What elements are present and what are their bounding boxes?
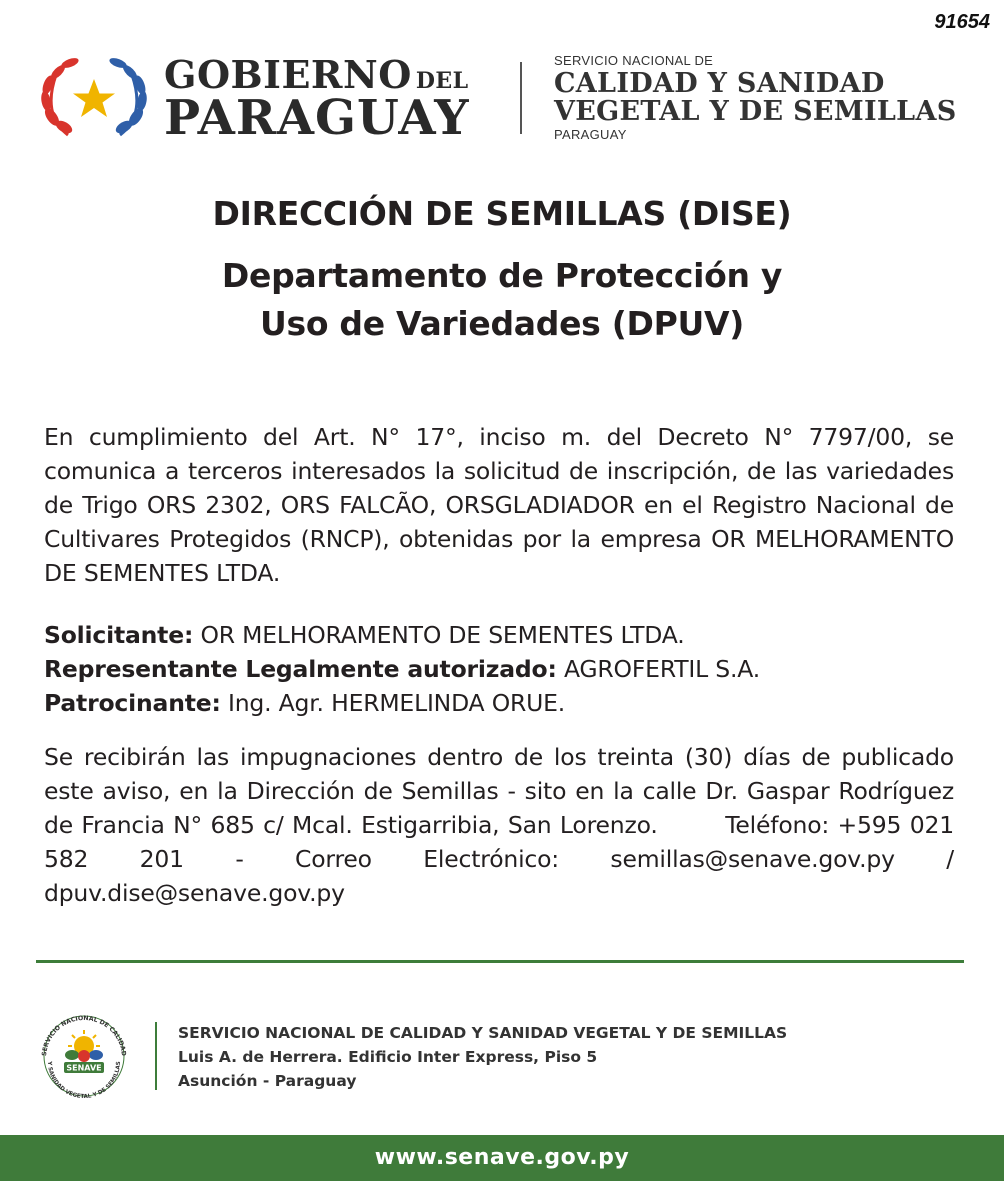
seal-name: SENAVE: [66, 1063, 102, 1073]
footer-divider: [155, 1022, 157, 1090]
senave-big-1: CALIDAD Y SANIDAD: [554, 68, 885, 99]
senave-small-bottom: PARAGUAY: [554, 127, 627, 142]
role-value: Ing. Agr. HERMELINDA ORUE.: [220, 689, 566, 717]
website-bar: [0, 1135, 1004, 1181]
role-value: AGROFERTIL S.A.: [556, 655, 761, 683]
senave-seal-icon: [34, 1010, 134, 1098]
role-value: OR MELHORAMENTO DE SEMENTES LTDA.: [193, 621, 685, 649]
notice-paragraph: En cumplimiento del Art. N° 17°, inciso m. del Decreto N° 7797/00, se comunica a terceros interesados la solicitud de inscripción, de las variedades de Trigo ORS 2302, ORS FALCÃO, ORSGLADIADOR en el Registro Nacional de Cultivares Protegidos (RNCP), obtenidas por la empresa OR MELHORAMENTO DE SEMENTES LTDA.: [44, 423, 954, 587]
footer-address: Luis A. de Herrera. Edificio Inter Express, Piso 5: [178, 1048, 598, 1066]
footer-city: Asunción - Paraguay: [178, 1072, 357, 1090]
footer-org-name: SERVICIO NACIONAL DE CALIDAD Y SANIDAD VEGETAL Y DE SEMILLAS: [178, 1024, 788, 1042]
ad-number: 91654: [934, 11, 990, 33]
role-representative: [44, 652, 954, 686]
subtitle-line-2: Uso de Variedades (DPUV): [260, 304, 744, 343]
paraguay-emblem-icon: [38, 55, 150, 141]
gov-line2: PARAGUAY: [164, 90, 470, 146]
gov-line1: GOBIERNO: [164, 52, 412, 97]
seal-arc-bottom: Y SANIDAD VEGETAL Y DE SEMILLAS: [45, 1061, 123, 1098]
role-label: Representante Legalmente autorizado:: [44, 655, 557, 683]
roles-list: [44, 618, 954, 720]
objections-paragraph: Se recibirán las impugnaciones dentro de los treinta (30) días de publicado este aviso, en la Dirección de Semillas - sito en la calle Dr. Gaspar Rodríguez de Francia N° 685 c/ Mcal. Estigarribia, San Lorenzo. Teléfono: +595 021 582 201 - Correo Electrónico: semillas@senave.gov.py / dpuv.dise@senave.gov.py: [44, 743, 962, 907]
header: [36, 52, 976, 146]
website-link[interactable]: www.senave.gov.py: [374, 1145, 630, 1170]
gov-line1-del: DEL: [415, 68, 469, 94]
government-wordmark: [164, 52, 470, 146]
senave-small-top: SERVICIO NACIONAL DE: [554, 53, 714, 68]
footer-contact: [178, 1021, 787, 1093]
section-divider: [36, 960, 964, 963]
seal-arc-top: SERVICIO NACIONAL DE CALIDAD: [41, 1014, 128, 1057]
role-label: Patrocinante:: [44, 689, 221, 717]
subtitle: [0, 252, 1004, 348]
role-applicant: [44, 618, 954, 652]
main-title: DIRECCIÓN DE SEMILLAS (DISE): [212, 194, 792, 233]
role-label: Solicitante:: [44, 621, 194, 649]
header-divider: [520, 62, 522, 134]
subtitle-line-1: Departamento de Protección y: [221, 256, 783, 295]
senave-big-2: VEGETAL Y DE SEMILLAS: [554, 96, 957, 127]
role-sponsor: [44, 686, 954, 720]
senave-wordmark: [554, 54, 957, 141]
